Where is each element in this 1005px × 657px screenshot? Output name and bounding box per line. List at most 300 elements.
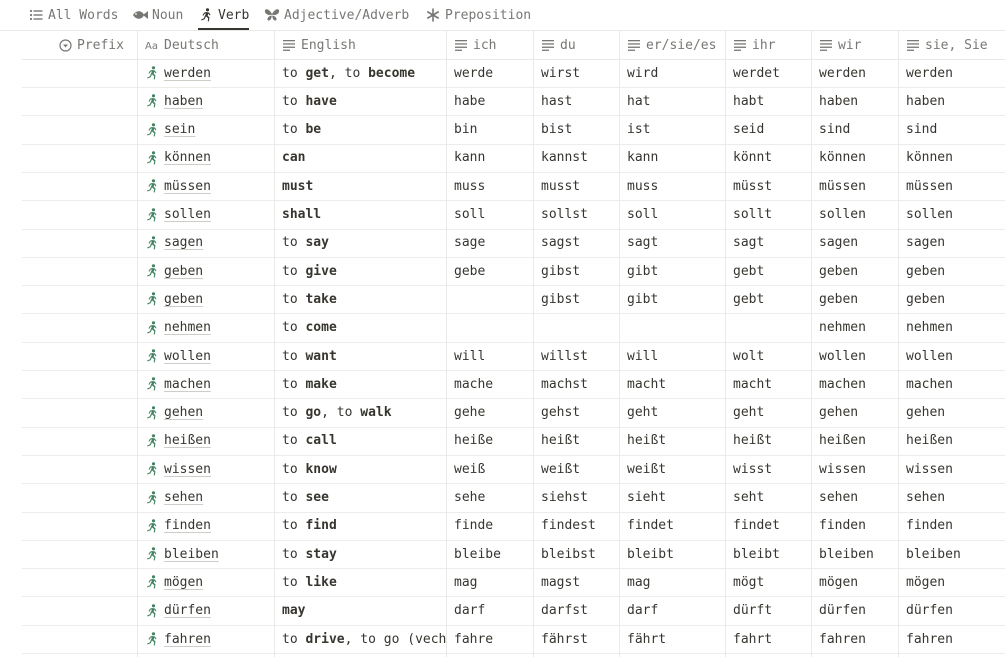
cell-wir[interactable] bbox=[819, 625, 898, 653]
cell-er-sie-es[interactable] bbox=[627, 568, 725, 596]
cell-ich[interactable] bbox=[454, 455, 533, 483]
cell-du[interactable] bbox=[541, 257, 619, 285]
cell-wir[interactable] bbox=[819, 314, 898, 342]
verb-link[interactable]: sein bbox=[164, 122, 196, 138]
english-text: to bbox=[282, 320, 306, 336]
conjugation-text: weiß bbox=[454, 461, 486, 477]
cell-ihr[interactable] bbox=[733, 427, 811, 455]
conjugation-text: können bbox=[906, 150, 953, 166]
cell-english[interactable] bbox=[282, 512, 446, 540]
cell-ihr[interactable] bbox=[733, 455, 811, 483]
verb-link[interactable]: können bbox=[164, 150, 211, 166]
cell-english[interactable] bbox=[282, 455, 446, 483]
cell-sie-sie[interactable] bbox=[906, 484, 1005, 512]
cell-english[interactable] bbox=[282, 597, 446, 625]
conjugation-text: sagt bbox=[627, 235, 659, 251]
cell-du[interactable] bbox=[541, 172, 619, 200]
english-text: to bbox=[282, 405, 306, 421]
cell-du[interactable] bbox=[541, 512, 619, 540]
cell-prefix[interactable] bbox=[30, 201, 137, 229]
table-row[interactable] bbox=[22, 484, 1005, 513]
cell-du[interactable] bbox=[541, 342, 619, 370]
cell-english[interactable] bbox=[282, 314, 446, 342]
cell-prefix[interactable] bbox=[30, 370, 137, 398]
cell-prefix[interactable] bbox=[30, 87, 137, 115]
conjugation-text: dürfen bbox=[819, 603, 866, 619]
cell-sie-sie[interactable] bbox=[906, 512, 1005, 540]
cell-ich[interactable] bbox=[454, 625, 533, 653]
cell-du[interactable] bbox=[541, 201, 619, 229]
cell-wir[interactable] bbox=[819, 399, 898, 427]
cell-ihr[interactable] bbox=[733, 342, 811, 370]
cell-deutsch[interactable] bbox=[145, 399, 274, 427]
cell-ich[interactable] bbox=[454, 484, 533, 512]
column-header-prefix[interactable] bbox=[58, 31, 133, 59]
cell-ihr[interactable] bbox=[733, 370, 811, 398]
english-text: to bbox=[282, 348, 306, 364]
verb-link[interactable]: müssen bbox=[164, 178, 211, 194]
table-row[interactable] bbox=[22, 455, 1005, 484]
cell-du[interactable] bbox=[541, 484, 619, 512]
cell-wir[interactable] bbox=[819, 87, 898, 115]
verb-link[interactable]: haben bbox=[164, 93, 204, 109]
cell-wir[interactable] bbox=[819, 257, 898, 285]
title-icon bbox=[145, 38, 159, 52]
cell-english[interactable] bbox=[282, 484, 446, 512]
cell-prefix[interactable] bbox=[30, 116, 137, 144]
cell-prefix[interactable] bbox=[30, 568, 137, 596]
cell-ich[interactable] bbox=[454, 116, 533, 144]
cell-wir[interactable] bbox=[819, 59, 898, 87]
cell-ich[interactable] bbox=[454, 597, 533, 625]
cell-du[interactable] bbox=[541, 370, 619, 398]
cell-du[interactable] bbox=[541, 87, 619, 115]
cell-deutsch[interactable] bbox=[145, 59, 274, 87]
cell-sie-sie[interactable] bbox=[906, 625, 1005, 653]
cell-sie-sie[interactable] bbox=[906, 399, 1005, 427]
column-header-sie-sie[interactable] bbox=[906, 31, 1001, 59]
cell-ihr[interactable] bbox=[733, 172, 811, 200]
cell-ich[interactable] bbox=[454, 87, 533, 115]
cell-du[interactable] bbox=[541, 399, 619, 427]
conjugation-text: gibt bbox=[627, 291, 659, 307]
cell-er-sie-es[interactable] bbox=[627, 201, 725, 229]
cell-ihr[interactable] bbox=[733, 116, 811, 144]
conjugation-text: gebe bbox=[454, 263, 486, 279]
cell-er-sie-es[interactable] bbox=[627, 540, 725, 568]
cell-english[interactable] bbox=[282, 116, 446, 144]
runner-icon bbox=[145, 66, 159, 80]
conjugation-text: müssen bbox=[819, 178, 866, 194]
runner-icon bbox=[145, 547, 159, 561]
cell-deutsch[interactable] bbox=[145, 87, 274, 115]
cell-du[interactable] bbox=[541, 540, 619, 568]
cell-deutsch[interactable] bbox=[145, 625, 274, 653]
cell-er-sie-es[interactable] bbox=[627, 257, 725, 285]
cell-er-sie-es[interactable] bbox=[627, 625, 725, 653]
cell-prefix[interactable] bbox=[30, 342, 137, 370]
table-row[interactable] bbox=[22, 87, 1005, 116]
conjugation-text: hat bbox=[627, 93, 651, 109]
tab-preposition[interactable] bbox=[425, 0, 531, 30]
cell-english[interactable] bbox=[282, 144, 446, 172]
cell-du[interactable] bbox=[541, 144, 619, 172]
english-keyword: make bbox=[305, 376, 337, 392]
cell-deutsch[interactable] bbox=[145, 512, 274, 540]
cell-er-sie-es[interactable] bbox=[627, 87, 725, 115]
cell-wir[interactable] bbox=[819, 201, 898, 229]
verb-link[interactable]: fahren bbox=[164, 631, 211, 647]
cell-er-sie-es[interactable] bbox=[627, 59, 725, 87]
english-keyword: call bbox=[305, 433, 337, 449]
cell-deutsch[interactable] bbox=[145, 201, 274, 229]
verb-link[interactable]: machen bbox=[164, 376, 211, 392]
cell-deutsch[interactable] bbox=[145, 484, 274, 512]
cell-english[interactable] bbox=[282, 201, 446, 229]
cell-ihr[interactable] bbox=[733, 285, 811, 313]
cell-sie-sie[interactable] bbox=[906, 257, 1005, 285]
cell-prefix[interactable] bbox=[30, 257, 137, 285]
cell-wir[interactable] bbox=[819, 342, 898, 370]
table-row[interactable] bbox=[22, 625, 1005, 654]
cell-english[interactable] bbox=[282, 285, 446, 313]
cell-ich[interactable] bbox=[454, 370, 533, 398]
cell-english[interactable] bbox=[282, 257, 446, 285]
cell-ihr[interactable] bbox=[733, 568, 811, 596]
column-header-label: du bbox=[560, 37, 576, 53]
cell-deutsch[interactable] bbox=[145, 314, 274, 342]
table-row[interactable] bbox=[22, 59, 1005, 88]
cell-du[interactable] bbox=[541, 568, 619, 596]
conjugation-text: gehen bbox=[819, 405, 859, 421]
cell-ich[interactable] bbox=[454, 59, 533, 87]
conjugation-text: geben bbox=[906, 291, 946, 307]
cell-prefix[interactable] bbox=[30, 59, 137, 87]
cell-sie-sie[interactable] bbox=[906, 540, 1005, 568]
cell-prefix[interactable] bbox=[30, 172, 137, 200]
column-header-label: English bbox=[301, 37, 356, 53]
table-row[interactable] bbox=[22, 342, 1005, 371]
text-icon bbox=[541, 38, 555, 52]
cell-wir[interactable] bbox=[819, 568, 898, 596]
cell-wir[interactable] bbox=[819, 285, 898, 313]
conjugation-text: heißen bbox=[819, 433, 866, 449]
cell-ich[interactable] bbox=[454, 399, 533, 427]
cell-ihr[interactable] bbox=[733, 201, 811, 229]
cell-ihr[interactable] bbox=[733, 484, 811, 512]
cell-prefix[interactable] bbox=[30, 597, 137, 625]
cell-ich[interactable] bbox=[454, 257, 533, 285]
cell-ihr[interactable] bbox=[733, 257, 811, 285]
column-header-wir[interactable] bbox=[819, 31, 894, 59]
cell-du[interactable] bbox=[541, 625, 619, 653]
verb-link[interactable]: wissen bbox=[164, 461, 211, 477]
cell-ihr[interactable] bbox=[733, 144, 811, 172]
cell-du[interactable] bbox=[541, 314, 619, 342]
conjugation-text: sehe bbox=[454, 490, 486, 505]
cell-sie-sie[interactable] bbox=[906, 172, 1005, 200]
table-row[interactable] bbox=[22, 540, 1005, 569]
cell-du[interactable] bbox=[541, 455, 619, 483]
verb-link[interactable]: sagen bbox=[164, 235, 204, 251]
cell-deutsch[interactable] bbox=[145, 540, 274, 568]
cell-er-sie-es[interactable] bbox=[627, 455, 725, 483]
cell-ich[interactable] bbox=[454, 568, 533, 596]
cell-wir[interactable] bbox=[819, 116, 898, 144]
cell-er-sie-es[interactable] bbox=[627, 229, 725, 257]
verb-link[interactable]: mögen bbox=[164, 574, 204, 590]
cell-deutsch[interactable] bbox=[145, 229, 274, 257]
conjugation-text: sehen bbox=[906, 490, 946, 505]
cell-ich[interactable] bbox=[454, 285, 533, 313]
cell-ich[interactable] bbox=[454, 512, 533, 540]
verb-link[interactable]: geben bbox=[164, 291, 204, 307]
cell-english[interactable] bbox=[282, 342, 446, 370]
cell-english[interactable] bbox=[282, 427, 446, 455]
conjugation-text: heißen bbox=[906, 433, 953, 449]
cell-deutsch[interactable] bbox=[145, 427, 274, 455]
conjugation-text: werde bbox=[454, 65, 494, 81]
cell-prefix[interactable] bbox=[30, 427, 137, 455]
verb-link[interactable]: bleiben bbox=[164, 546, 219, 562]
cell-er-sie-es[interactable] bbox=[627, 172, 725, 200]
cell-er-sie-es[interactable] bbox=[627, 427, 725, 455]
cell-ihr[interactable] bbox=[733, 87, 811, 115]
conjugation-text: haben bbox=[819, 93, 859, 109]
cell-du[interactable] bbox=[541, 59, 619, 87]
cell-english[interactable] bbox=[282, 172, 446, 200]
cell-deutsch[interactable] bbox=[145, 144, 274, 172]
verb-link[interactable]: wollen bbox=[164, 348, 211, 364]
cell-english[interactable] bbox=[282, 568, 446, 596]
conjugation-text: seht bbox=[733, 490, 765, 505]
conjugation-text: mögt bbox=[733, 574, 765, 590]
table-row[interactable] bbox=[22, 512, 1005, 541]
table-row[interactable] bbox=[22, 427, 1005, 456]
cell-ihr[interactable] bbox=[733, 625, 811, 653]
cell-deutsch[interactable] bbox=[145, 257, 274, 285]
cell-prefix[interactable] bbox=[30, 229, 137, 257]
conjugation-text: werden bbox=[906, 65, 953, 81]
cell-prefix[interactable] bbox=[30, 285, 137, 313]
column-header-er-sie-es[interactable] bbox=[627, 31, 721, 59]
table-row[interactable] bbox=[22, 229, 1005, 258]
cell-deutsch[interactable] bbox=[145, 342, 274, 370]
table-row[interactable] bbox=[22, 144, 1005, 173]
cell-sie-sie[interactable] bbox=[906, 116, 1005, 144]
fish-icon bbox=[132, 7, 148, 23]
english-keyword: see bbox=[305, 490, 329, 505]
cell-ihr[interactable] bbox=[733, 399, 811, 427]
cell-er-sie-es[interactable] bbox=[627, 370, 725, 398]
table-row[interactable] bbox=[22, 370, 1005, 399]
cell-prefix[interactable] bbox=[30, 399, 137, 427]
cell-sie-sie[interactable] bbox=[906, 455, 1005, 483]
cell-er-sie-es[interactable] bbox=[627, 285, 725, 313]
cell-deutsch[interactable] bbox=[145, 597, 274, 625]
cell-ich[interactable] bbox=[454, 427, 533, 455]
conjugation-text: sehen bbox=[819, 490, 859, 505]
conjugation-text: findet bbox=[733, 518, 780, 534]
cell-deutsch[interactable] bbox=[145, 285, 274, 313]
runner-icon bbox=[145, 292, 159, 306]
column-header-ich[interactable] bbox=[454, 31, 529, 59]
tab-noun[interactable] bbox=[132, 0, 183, 30]
cell-wir[interactable] bbox=[819, 144, 898, 172]
table-row[interactable] bbox=[22, 116, 1005, 145]
cell-wir[interactable] bbox=[819, 172, 898, 200]
conjugation-text: geben bbox=[819, 263, 859, 279]
conjugation-text: habe bbox=[454, 93, 486, 109]
cell-ich[interactable] bbox=[454, 172, 533, 200]
cell-ihr[interactable] bbox=[733, 59, 811, 87]
english-keyword: must bbox=[282, 178, 314, 194]
cell-wir[interactable] bbox=[819, 427, 898, 455]
cell-ihr[interactable] bbox=[733, 597, 811, 625]
conjugation-text: mache bbox=[454, 376, 494, 392]
cell-prefix[interactable] bbox=[30, 144, 137, 172]
cell-sie-sie[interactable] bbox=[906, 597, 1005, 625]
runner-icon bbox=[145, 94, 159, 108]
cell-ich[interactable] bbox=[454, 201, 533, 229]
cell-du[interactable] bbox=[541, 229, 619, 257]
conjugation-text: wirst bbox=[541, 65, 581, 81]
column-header-label: ich bbox=[473, 37, 497, 53]
cell-prefix[interactable] bbox=[30, 314, 137, 342]
verb-link[interactable]: dürfen bbox=[164, 603, 211, 619]
column-divider bbox=[137, 31, 138, 657]
english-text: to bbox=[282, 65, 306, 81]
cell-er-sie-es[interactable] bbox=[627, 597, 725, 625]
cell-ihr[interactable] bbox=[733, 540, 811, 568]
cell-english[interactable] bbox=[282, 229, 446, 257]
cell-sie-sie[interactable] bbox=[906, 144, 1005, 172]
cell-english[interactable] bbox=[282, 625, 446, 653]
verb-link[interactable]: gehen bbox=[164, 405, 204, 421]
cell-deutsch[interactable] bbox=[145, 455, 274, 483]
cell-wir[interactable] bbox=[819, 597, 898, 625]
conjugation-text: geben bbox=[819, 291, 859, 307]
cell-sie-sie[interactable] bbox=[906, 87, 1005, 115]
cell-du[interactable] bbox=[541, 285, 619, 313]
tab-adjective-adverb[interactable] bbox=[264, 0, 409, 30]
table-row[interactable] bbox=[22, 285, 1005, 314]
verb-link[interactable]: sollen bbox=[164, 207, 211, 222]
cell-du[interactable] bbox=[541, 597, 619, 625]
cell-english[interactable] bbox=[282, 370, 446, 398]
cell-deutsch[interactable] bbox=[145, 568, 274, 596]
text-icon bbox=[906, 38, 920, 52]
table-row[interactable] bbox=[22, 597, 1005, 626]
cell-ich[interactable] bbox=[454, 229, 533, 257]
cell-prefix[interactable] bbox=[30, 455, 137, 483]
conjugation-text: wollen bbox=[819, 348, 866, 364]
table-row[interactable] bbox=[22, 314, 1005, 343]
conjugation-text: könnt bbox=[733, 150, 773, 166]
column-divider bbox=[446, 31, 447, 657]
cell-ihr[interactable] bbox=[733, 512, 811, 540]
cell-prefix[interactable] bbox=[30, 625, 137, 653]
cell-wir[interactable] bbox=[819, 370, 898, 398]
table-row[interactable] bbox=[22, 201, 1005, 230]
cell-english[interactable] bbox=[282, 87, 446, 115]
cell-wir[interactable] bbox=[819, 455, 898, 483]
cell-ich[interactable] bbox=[454, 314, 533, 342]
verb-link[interactable]: heißen bbox=[164, 433, 211, 449]
cell-ich[interactable] bbox=[454, 144, 533, 172]
table-row[interactable] bbox=[22, 172, 1005, 201]
runner-icon bbox=[145, 208, 159, 222]
tab-all-words[interactable] bbox=[28, 0, 118, 30]
cell-wir[interactable] bbox=[819, 512, 898, 540]
cell-sie-sie[interactable] bbox=[906, 229, 1005, 257]
cell-sie-sie[interactable] bbox=[906, 568, 1005, 596]
cell-prefix[interactable] bbox=[30, 540, 137, 568]
cell-er-sie-es[interactable] bbox=[627, 116, 725, 144]
column-header-deutsch[interactable] bbox=[145, 31, 270, 59]
cell-du[interactable] bbox=[541, 116, 619, 144]
cell-er-sie-es[interactable] bbox=[627, 342, 725, 370]
cell-english[interactable] bbox=[282, 59, 446, 87]
conjugation-text: darf bbox=[627, 603, 659, 619]
cell-sie-sie[interactable] bbox=[906, 314, 1005, 342]
cell-wir[interactable] bbox=[819, 484, 898, 512]
cell-ich[interactable] bbox=[454, 540, 533, 568]
cell-wir[interactable] bbox=[819, 229, 898, 257]
conjugation-text: gehe bbox=[454, 405, 486, 421]
cell-prefix[interactable] bbox=[30, 512, 137, 540]
table-row[interactable] bbox=[22, 257, 1005, 286]
cell-sie-sie[interactable] bbox=[906, 370, 1005, 398]
column-header-du[interactable] bbox=[541, 31, 615, 59]
tab-verb[interactable] bbox=[198, 0, 249, 30]
column-header-ihr[interactable] bbox=[733, 31, 807, 59]
cell-sie-sie[interactable] bbox=[906, 342, 1005, 370]
cell-deutsch[interactable] bbox=[145, 370, 274, 398]
cell-sie-sie[interactable] bbox=[906, 285, 1005, 313]
cell-deutsch[interactable] bbox=[145, 172, 274, 200]
cell-er-sie-es[interactable] bbox=[627, 484, 725, 512]
verb-link[interactable]: sehen bbox=[164, 490, 204, 505]
cell-english[interactable] bbox=[282, 540, 446, 568]
cell-ihr[interactable] bbox=[733, 229, 811, 257]
cell-sie-sie[interactable] bbox=[906, 427, 1005, 455]
cell-english[interactable] bbox=[282, 399, 446, 427]
cell-er-sie-es[interactable] bbox=[627, 399, 725, 427]
conjugation-text: fahre bbox=[454, 631, 494, 647]
verb-link[interactable]: geben bbox=[164, 263, 204, 279]
conjugation-text: sage bbox=[454, 235, 486, 251]
cell-wir[interactable] bbox=[819, 540, 898, 568]
cell-du[interactable] bbox=[541, 427, 619, 455]
table-row[interactable] bbox=[22, 568, 1005, 597]
cell-ich[interactable] bbox=[454, 342, 533, 370]
cell-sie-sie[interactable] bbox=[906, 59, 1005, 87]
cell-prefix[interactable] bbox=[30, 484, 137, 512]
verb-link[interactable]: nehmen bbox=[164, 320, 211, 336]
cell-deutsch[interactable] bbox=[145, 116, 274, 144]
cell-er-sie-es[interactable] bbox=[627, 314, 725, 342]
conjugation-text: gehen bbox=[906, 405, 946, 421]
verb-link[interactable]: finden bbox=[164, 518, 211, 534]
cell-ihr[interactable] bbox=[733, 314, 811, 342]
cell-er-sie-es[interactable] bbox=[627, 512, 725, 540]
cell-sie-sie[interactable] bbox=[906, 201, 1005, 229]
column-header-english[interactable] bbox=[282, 31, 442, 59]
table-row[interactable] bbox=[22, 399, 1005, 428]
cell-er-sie-es[interactable] bbox=[627, 144, 725, 172]
verb-link[interactable]: werden bbox=[164, 65, 211, 81]
